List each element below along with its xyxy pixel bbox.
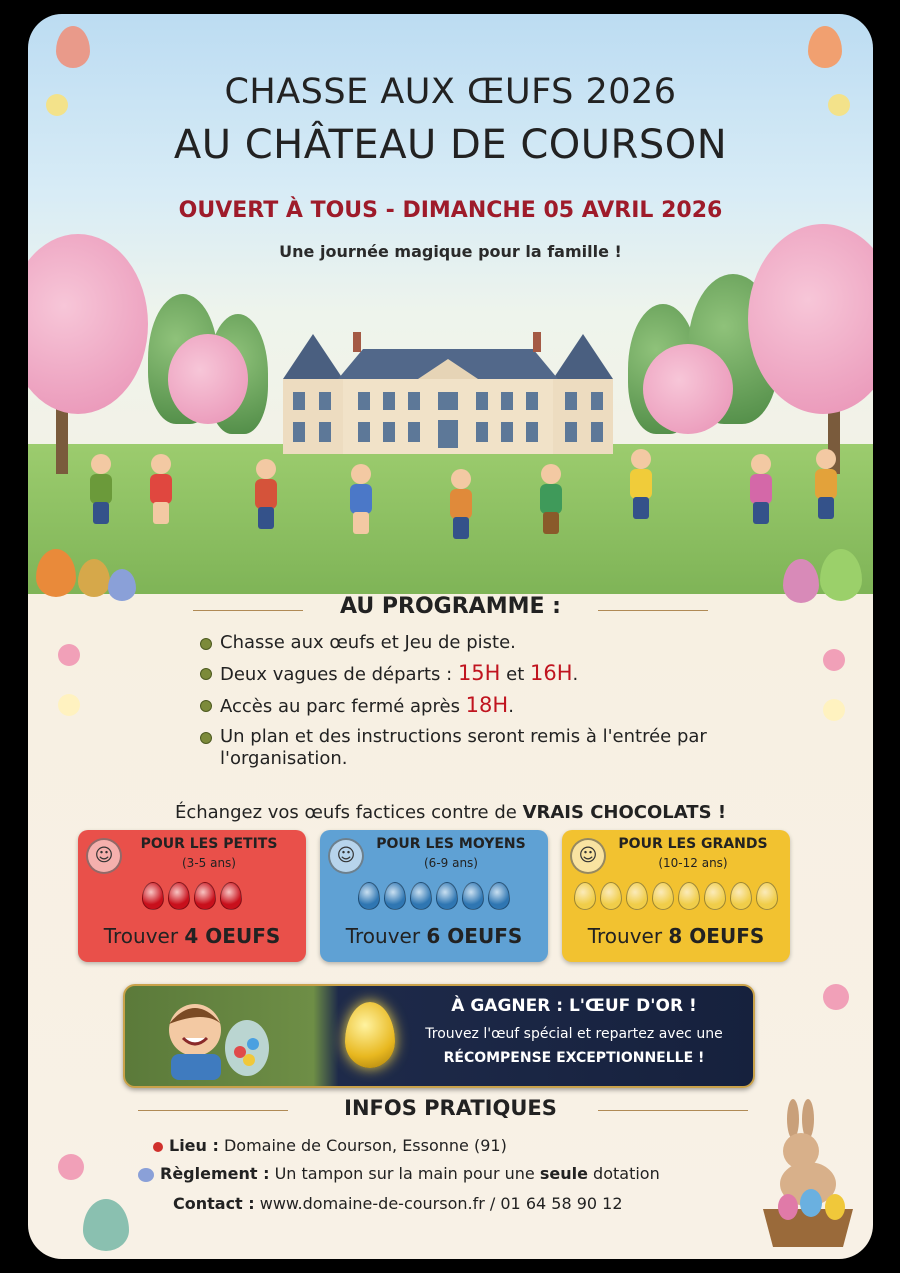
running-child [253,459,279,529]
banner-text: Trouvez l'œuf spécial et repartez avec une [425,1026,723,1042]
age-group-card-moyens [320,830,548,962]
running-child [748,454,774,524]
easter-poster [28,14,873,1259]
group-title: POUR LES MOYENS [376,836,526,852]
egg-row [78,882,306,914]
golden-egg-banner [123,984,755,1088]
goal-count: 6 OEUFS [426,924,523,948]
info-label: Règlement : [160,1164,270,1183]
goal-verb: Trouver [345,924,421,948]
egg-mark [462,882,484,910]
info-contact [173,1194,623,1213]
running-child [448,469,474,539]
group-title: POUR LES PETITS [140,836,278,852]
egg-mark [704,882,726,910]
age-group-card-petits [78,830,306,962]
info-value: www.domaine-de-courson.fr / 01 64 58 90 12 [254,1194,623,1213]
egg-mark [488,882,510,910]
goal-verb: Trouver [587,924,663,948]
egg-mark [358,882,380,910]
egg-mark [410,882,432,910]
banner-title: À GAGNER : L'ŒUF D'OR ! [451,996,697,1016]
flower-icon [58,1154,84,1180]
program-title: AU PROGRAMME : [340,594,561,619]
poster-title-line2: AU CHÂTEAU DE COURSON [173,122,728,168]
flower-icon [46,94,68,116]
divider [598,610,708,611]
info-reglement [138,1164,660,1183]
program-item [198,726,758,770]
egg-mark [168,882,190,910]
group-goal [78,924,306,948]
group-goal [320,924,548,948]
program-item-text: et [500,664,531,685]
flower-icon [828,94,850,116]
poster-title-line1: CHASSE AUX ŒUFS 2026 [224,72,677,112]
banner-reward: RÉCOMPENSE EXCEPTIONNELLE ! [443,1050,705,1066]
flower-icon [823,649,845,671]
program-item-text: . [572,664,579,685]
exchange-note [28,802,873,823]
bunny-basket-illustration [753,1099,863,1249]
location-icon [153,1142,163,1152]
egg-row [562,882,790,914]
flower-icon [58,644,80,666]
golden-egg-icon [345,1002,395,1068]
event-date-subtitle: OUVERT À TOUS - DIMANCHE 05 AVRIL 2026 [178,198,723,223]
group-age: (3-5 ans) [182,856,236,870]
child-icon: ☺ [570,838,606,874]
egg-mark [600,882,622,910]
tagline: Une journée magique pour la famille ! [279,242,622,261]
flower-icon [823,984,849,1010]
easter-egg-decoration [83,1199,129,1251]
program-item [198,694,758,718]
chateau-garden-illustration [28,274,873,594]
cherry-blossom-tree [168,334,248,424]
program-item [198,632,758,654]
program-list [198,632,758,778]
program-item-text: . [508,696,514,717]
departure-time-1: 15H [457,661,501,685]
cherry-blossom-tree [28,234,148,414]
egg-mark [730,882,752,910]
egg-mark [142,882,164,910]
egg-mark [436,882,458,910]
exchange-text: Échangez vos œufs factices contre de [174,802,523,823]
easter-egg-decoration [808,26,842,68]
flower-icon [823,699,845,721]
egg-mark [756,882,778,910]
easter-egg-decoration [56,26,90,68]
group-goal [562,924,790,948]
infos-title: INFOS PRATIQUES [344,1096,557,1120]
info-value: Domaine de Courson, Essonne (91) [218,1136,507,1155]
departure-time-2: 16H [530,661,573,685]
program-item-text: Chasse aux œufs et Jeu de piste. [220,632,516,653]
goal-count: 4 OEUFS [184,924,281,948]
egg-mark [194,882,216,910]
happy-child-illustration [135,992,285,1080]
egg-row [320,882,548,914]
egg-mark [626,882,648,910]
closing-time: 18H [465,693,509,717]
info-emphasis: seule [539,1164,588,1183]
running-child [813,449,839,519]
program-item-text: Accès au parc fermé après [220,696,466,717]
info-lieu [153,1136,507,1155]
goal-count: 8 OEUFS [668,924,765,948]
group-title: POUR LES GRANDS [618,836,768,852]
egg-icon [138,1168,154,1182]
egg-mark [652,882,674,910]
running-child [88,454,114,524]
easter-egg-decoration [78,559,110,597]
info-value: dotation [587,1164,660,1183]
info-label: Contact : [173,1194,255,1213]
flower-icon [58,694,80,716]
program-item [198,662,758,686]
cherry-blossom-tree [643,344,733,434]
child-icon: ☺ [86,838,122,874]
egg-mark [574,882,596,910]
egg-mark [384,882,406,910]
running-child [538,464,564,534]
goal-verb: Trouver [103,924,179,948]
exchange-text: ! [711,802,727,823]
info-value: Un tampon sur la main pour une [269,1164,540,1183]
info-label: Lieu : [169,1136,219,1155]
running-child [348,464,374,534]
group-age: (6-9 ans) [424,856,478,870]
program-item-text: Deux vagues de départs : [220,664,458,685]
program-header [28,594,873,626]
egg-mark [220,882,242,910]
egg-mark [678,882,700,910]
running-child [148,454,174,524]
exchange-highlight: VRAIS CHOCOLATS [522,802,712,823]
age-group-card-grands [562,830,790,962]
chateau-icon [283,324,613,454]
program-title-wrap [28,594,873,619]
divider [598,1110,748,1111]
program-item-text: Un plan et des instructions seront remis à l'entrée par l'organisation. [220,726,707,769]
child-icon: ☺ [328,838,364,874]
running-child [628,449,654,519]
group-age: (10-12 ans) [658,856,728,870]
